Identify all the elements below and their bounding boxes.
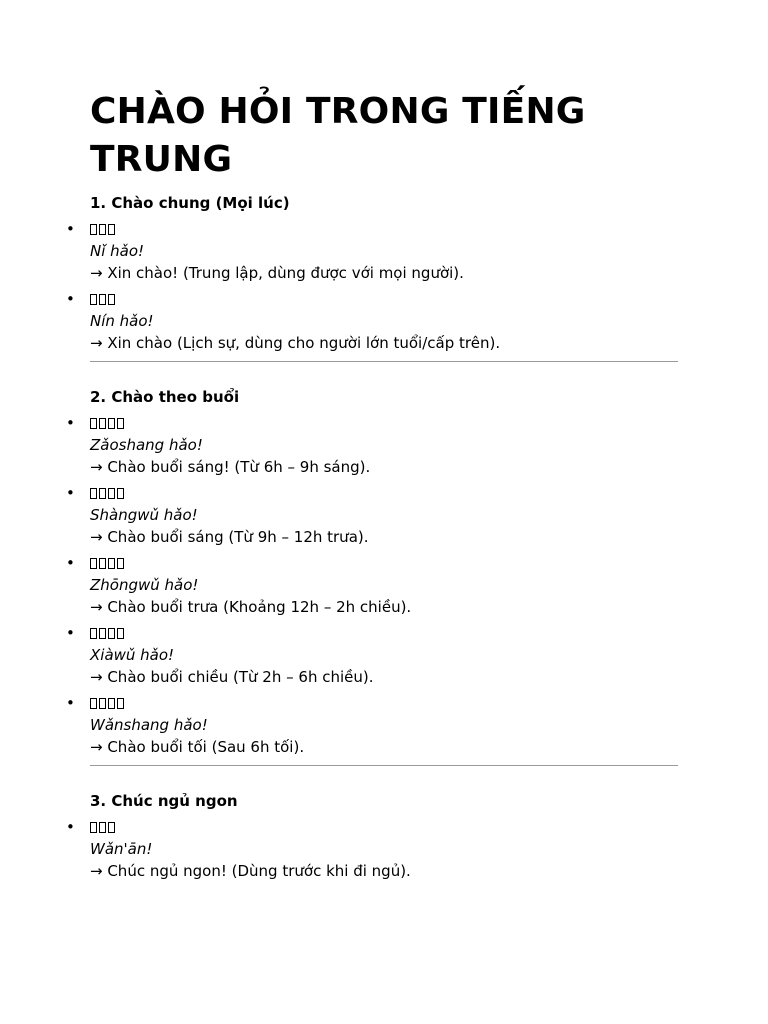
missing-glyph-icon [99,822,106,833]
document-page [66,88,678,882]
hanzi-text [90,692,678,714]
missing-glyph-icon [108,418,115,429]
missing-glyph-icon [108,822,115,833]
pinyin-text: Zhōngwǔ hǎo! [90,576,199,594]
list-item [66,622,678,688]
missing-glyph-icon [90,628,97,639]
meaning-text: → Chúc ngủ ngon! (Dùng trước khi đi ngủ). [90,862,411,880]
list-item [66,288,678,354]
pinyin-text: Xiàwǔ hǎo! [90,646,175,664]
missing-glyph-icon [90,488,97,499]
pinyin-text: Nǐ hǎo! [90,242,145,260]
missing-glyph-icon [117,488,124,499]
meaning-text: → Chào buổi sáng (Từ 9h – 12h trưa). [90,528,369,546]
missing-glyph-icon [99,698,106,709]
missing-glyph-icon [90,558,97,569]
missing-glyph-icon [108,224,115,235]
hanzi-text [90,622,678,644]
list-item [66,552,678,618]
greeting-list [66,816,678,882]
missing-glyph-icon [99,628,106,639]
missing-glyph-icon [117,558,124,569]
missing-glyph-icon [99,558,106,569]
hanzi-text [90,412,678,434]
title-line-1: CHÀO HỎI TRONG TIẾNG [90,91,586,132]
missing-glyph-icon [99,294,106,305]
missing-glyph-icon [108,558,115,569]
meaning-text: → Chào buổi trưa (Khoảng 12h – 2h chiều). [90,598,412,616]
section-divider [90,765,678,766]
greeting-list [66,412,678,758]
list-item [66,218,678,284]
meaning-text: → Chào buổi sáng! (Từ 6h – 9h sáng). [90,458,371,476]
missing-glyph-icon [90,224,97,235]
missing-glyph-icon [90,698,97,709]
section-general-greetings [66,192,678,354]
bullet-icon: • [66,624,75,642]
greeting-list [66,218,678,354]
missing-glyph-icon [90,822,97,833]
hanzi-text [90,816,678,838]
bullet-icon: • [66,554,75,572]
title-line-2: TRUNG [90,139,233,180]
missing-glyph-icon [117,698,124,709]
pinyin-text: Wǎnshang hǎo! [90,716,208,734]
pinyin-text: Wǎn'ān! [90,840,153,858]
missing-glyph-icon [108,294,115,305]
list-item [66,816,678,882]
missing-glyph-icon [117,418,124,429]
pinyin-text: Shàngwǔ hǎo! [90,506,198,524]
pinyin-text: Nín hǎo! [90,312,154,330]
bullet-icon: • [66,290,75,308]
hanzi-text [90,288,678,310]
missing-glyph-icon [99,418,106,429]
bullet-icon: • [66,484,75,502]
missing-glyph-icon [99,224,106,235]
missing-glyph-icon [90,418,97,429]
list-item [66,482,678,548]
meaning-text: → Xin chào! (Trung lập, dùng được với mọi người). [90,264,464,282]
bullet-icon: • [66,818,75,836]
pinyin-text: Zǎoshang hǎo! [90,436,203,454]
bullet-icon: • [66,694,75,712]
meaning-text: → Xin chào (Lịch sự, dùng cho người lớn tuổi/cấp trên). [90,334,501,352]
missing-glyph-icon [108,698,115,709]
section-time-greetings [66,386,678,758]
section-heading: 3. Chúc ngủ ngon [90,792,238,810]
hanzi-text [90,218,678,240]
list-item [66,692,678,758]
section-heading: 1. Chào chung (Mọi lúc) [90,194,290,212]
meaning-text: → Chào buổi tối (Sau 6h tối). [90,738,305,756]
section-good-night [66,790,678,882]
missing-glyph-icon [117,628,124,639]
hanzi-text [90,482,678,504]
section-heading: 2. Chào theo buổi [90,388,240,406]
document-title [90,88,678,184]
missing-glyph-icon [90,294,97,305]
section-divider [90,361,678,362]
meaning-text: → Chào buổi chiều (Từ 2h – 6h chiều). [90,668,374,686]
bullet-icon: • [66,414,75,432]
hanzi-text [90,552,678,574]
missing-glyph-icon [99,488,106,499]
missing-glyph-icon [108,628,115,639]
list-item [66,412,678,478]
missing-glyph-icon [108,488,115,499]
bullet-icon: • [66,220,75,238]
